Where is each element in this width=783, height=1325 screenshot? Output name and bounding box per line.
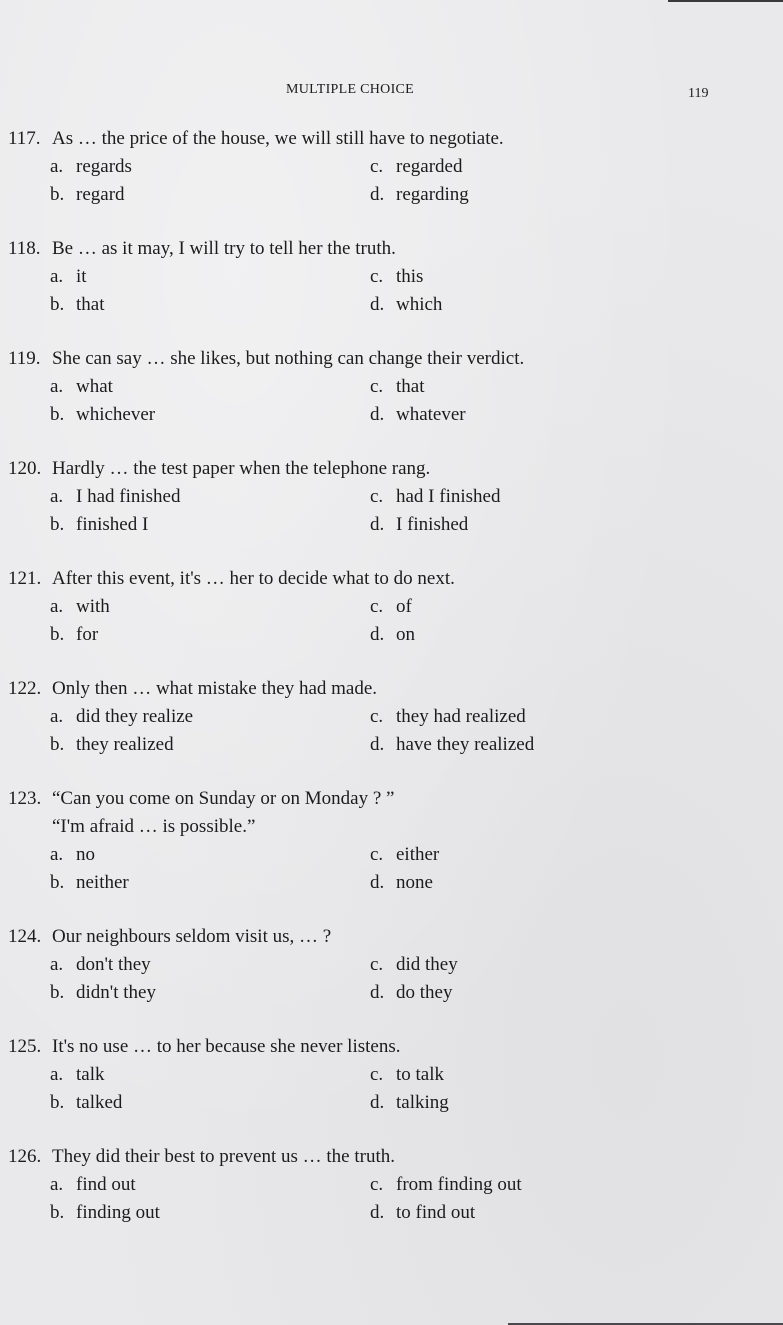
option-text: regarding (396, 184, 469, 205)
option-a (50, 841, 95, 869)
option-c (370, 373, 425, 401)
question-text: After this event, it's … her to decide what to do next. (52, 568, 455, 589)
option-c (370, 1061, 444, 1089)
question-number: 121. (8, 568, 42, 589)
option-letter: c. (370, 486, 384, 507)
option-text: to talk (396, 1064, 445, 1085)
option-letter: c. (370, 596, 384, 617)
answer-options (8, 703, 768, 759)
option-d (370, 1199, 475, 1227)
question-number: 124. (8, 926, 42, 947)
option-letter: d. (370, 982, 385, 1003)
question-number: 126. (8, 1146, 42, 1167)
answer-options (8, 1061, 768, 1117)
option-text: find out (76, 1174, 136, 1195)
option-d (370, 621, 415, 649)
option-letter: c. (370, 1064, 384, 1085)
option-text: neither (76, 872, 129, 893)
option-text: regard (76, 184, 125, 205)
option-text: it (76, 266, 87, 287)
option-b (50, 869, 129, 897)
question-text: Our neighbours seldom visit us, … ? (52, 926, 332, 947)
answer-options (8, 153, 768, 209)
option-letter: d. (370, 514, 385, 535)
option-a (50, 703, 193, 731)
option-c (370, 263, 423, 291)
question-122 (8, 675, 768, 759)
option-letter: b. (50, 1092, 65, 1113)
question-number: 125. (8, 1036, 42, 1057)
option-letter: a. (50, 486, 64, 507)
option-letter: b. (50, 624, 65, 645)
option-letter: c. (370, 1174, 384, 1195)
option-text: none (396, 872, 433, 893)
question-text: Be … as it may, I will try to tell her the truth. (52, 238, 396, 259)
option-letter: d. (370, 404, 385, 425)
option-letter: b. (50, 184, 65, 205)
question-number: 122. (8, 678, 42, 699)
option-letter: d. (370, 184, 385, 205)
option-letter: a. (50, 266, 64, 287)
option-letter: a. (50, 596, 64, 617)
option-b (50, 1089, 122, 1117)
question-number: 123. (8, 788, 42, 809)
question-number: 119. (8, 348, 41, 369)
option-a (50, 951, 151, 979)
option-a (50, 153, 132, 181)
option-letter: d. (370, 734, 385, 755)
option-text: finished I (76, 514, 149, 535)
option-text: to find out (396, 1202, 476, 1223)
option-b (50, 511, 148, 539)
option-letter: a. (50, 844, 64, 865)
option-letter: c. (370, 706, 384, 727)
option-text: this (396, 266, 424, 287)
option-letter: d. (370, 872, 385, 893)
option-letter: c. (370, 844, 384, 865)
option-a (50, 483, 180, 511)
option-letter: b. (50, 404, 65, 425)
option-d (370, 1089, 449, 1117)
page-number: 119 (688, 86, 709, 101)
option-b (50, 181, 125, 209)
question-123 (8, 785, 768, 897)
question-117 (8, 125, 768, 209)
option-letter: a. (50, 376, 64, 397)
option-text: they had realized (396, 706, 526, 727)
question-text: Hardly … the test paper when the telephone rang. (52, 458, 431, 479)
option-letter: c. (370, 954, 384, 975)
question-text: As … the price of the house, we will still have to negotiate. (52, 128, 504, 149)
option-c (370, 483, 500, 511)
answer-options (8, 841, 768, 897)
option-letter: d. (370, 1092, 385, 1113)
answer-options (8, 373, 768, 429)
question-stem (8, 565, 768, 593)
option-text: had I finished (396, 486, 501, 507)
option-text: talking (396, 1092, 449, 1113)
question-text-continued: “I'm afraid … is possible.” (52, 816, 256, 837)
option-b (50, 1199, 160, 1227)
question-text: “Can you come on Sunday or on Monday ? ” (52, 788, 395, 809)
question-stem (8, 125, 768, 153)
option-text: on (396, 624, 415, 645)
option-c (370, 841, 439, 869)
question-119 (8, 345, 768, 429)
option-text: finding out (76, 1202, 160, 1223)
option-b (50, 291, 105, 319)
option-c (370, 153, 462, 181)
option-letter: b. (50, 514, 65, 535)
option-text: talk (76, 1064, 105, 1085)
question-text: It's no use … to her because she never listens. (52, 1036, 401, 1057)
question-stem (8, 345, 768, 373)
question-stem (8, 1033, 768, 1061)
running-head: MULTIPLE CHOICE (286, 82, 415, 97)
option-c (370, 951, 458, 979)
question-number: 117. (8, 128, 41, 149)
answer-options (8, 593, 768, 649)
option-d (370, 869, 433, 897)
option-letter: c. (370, 156, 384, 177)
option-letter: a. (50, 1174, 64, 1195)
option-a (50, 1061, 105, 1089)
option-d (370, 511, 468, 539)
option-text: regards (76, 156, 132, 177)
option-letter: c. (370, 376, 384, 397)
option-a (50, 263, 87, 291)
option-letter: b. (50, 1202, 65, 1223)
option-d (370, 979, 452, 1007)
option-c (370, 593, 412, 621)
question-text: She can say … she likes, but nothing can change their verdict. (52, 348, 525, 369)
option-letter: b. (50, 982, 65, 1003)
option-text: what (76, 376, 113, 397)
option-text: that (396, 376, 425, 397)
question-stem (8, 235, 768, 263)
answer-options (8, 1171, 768, 1227)
question-stem (8, 923, 768, 951)
option-b (50, 731, 174, 759)
option-text: with (76, 596, 110, 617)
option-letter: b. (50, 872, 65, 893)
option-text: don't they (76, 954, 151, 975)
question-120 (8, 455, 768, 539)
option-text: of (396, 596, 412, 617)
question-stem (8, 1143, 768, 1171)
question-number: 118. (8, 238, 41, 259)
option-text: that (76, 294, 105, 315)
option-letter: d. (370, 1202, 385, 1223)
question-text: They did their best to prevent us … the truth. (52, 1146, 395, 1167)
option-a (50, 593, 110, 621)
option-letter: b. (50, 734, 65, 755)
question-126 (8, 1143, 768, 1227)
option-letter: a. (50, 706, 64, 727)
option-text: do they (396, 982, 453, 1003)
option-text: didn't they (76, 982, 156, 1003)
option-b (50, 401, 155, 429)
question-number: 120. (8, 458, 42, 479)
answer-options (8, 263, 768, 319)
option-letter: a. (50, 954, 64, 975)
option-text: talked (76, 1092, 123, 1113)
option-b (50, 621, 98, 649)
option-c (370, 1171, 522, 1199)
option-text: did they (396, 954, 458, 975)
option-a (50, 1171, 136, 1199)
top-edge-rule (668, 0, 783, 2)
question-124 (8, 923, 768, 1007)
option-text: for (76, 624, 99, 645)
option-text: whatever (396, 404, 466, 425)
option-letter: a. (50, 156, 64, 177)
question-text: Only then … what mistake they had made. (52, 678, 378, 699)
answer-options (8, 951, 768, 1007)
option-text: either (396, 844, 440, 865)
option-text: no (76, 844, 95, 865)
option-text: I finished (396, 514, 469, 535)
option-letter: b. (50, 294, 65, 315)
option-d (370, 401, 466, 429)
question-list (8, 125, 768, 1253)
option-text: from finding out (396, 1174, 522, 1195)
question-121 (8, 565, 768, 649)
option-letter: a. (50, 1064, 64, 1085)
answer-options (8, 483, 768, 539)
option-text: I had finished (76, 486, 181, 507)
option-b (50, 979, 156, 1007)
question-stem (8, 675, 768, 703)
question-stem (8, 455, 768, 483)
option-c (370, 703, 526, 731)
option-text: which (396, 294, 443, 315)
option-letter: d. (370, 624, 385, 645)
option-d (370, 731, 534, 759)
option-text: regarded (396, 156, 463, 177)
option-text: whichever (76, 404, 156, 425)
question-118 (8, 235, 768, 319)
question-125 (8, 1033, 768, 1117)
option-letter: d. (370, 294, 385, 315)
option-text: they realized (76, 734, 174, 755)
option-text: did they realize (76, 706, 194, 727)
option-text: have they realized (396, 734, 535, 755)
question-stem (8, 785, 768, 813)
option-letter: c. (370, 266, 384, 287)
option-d (370, 181, 469, 209)
option-d (370, 291, 442, 319)
option-a (50, 373, 113, 401)
